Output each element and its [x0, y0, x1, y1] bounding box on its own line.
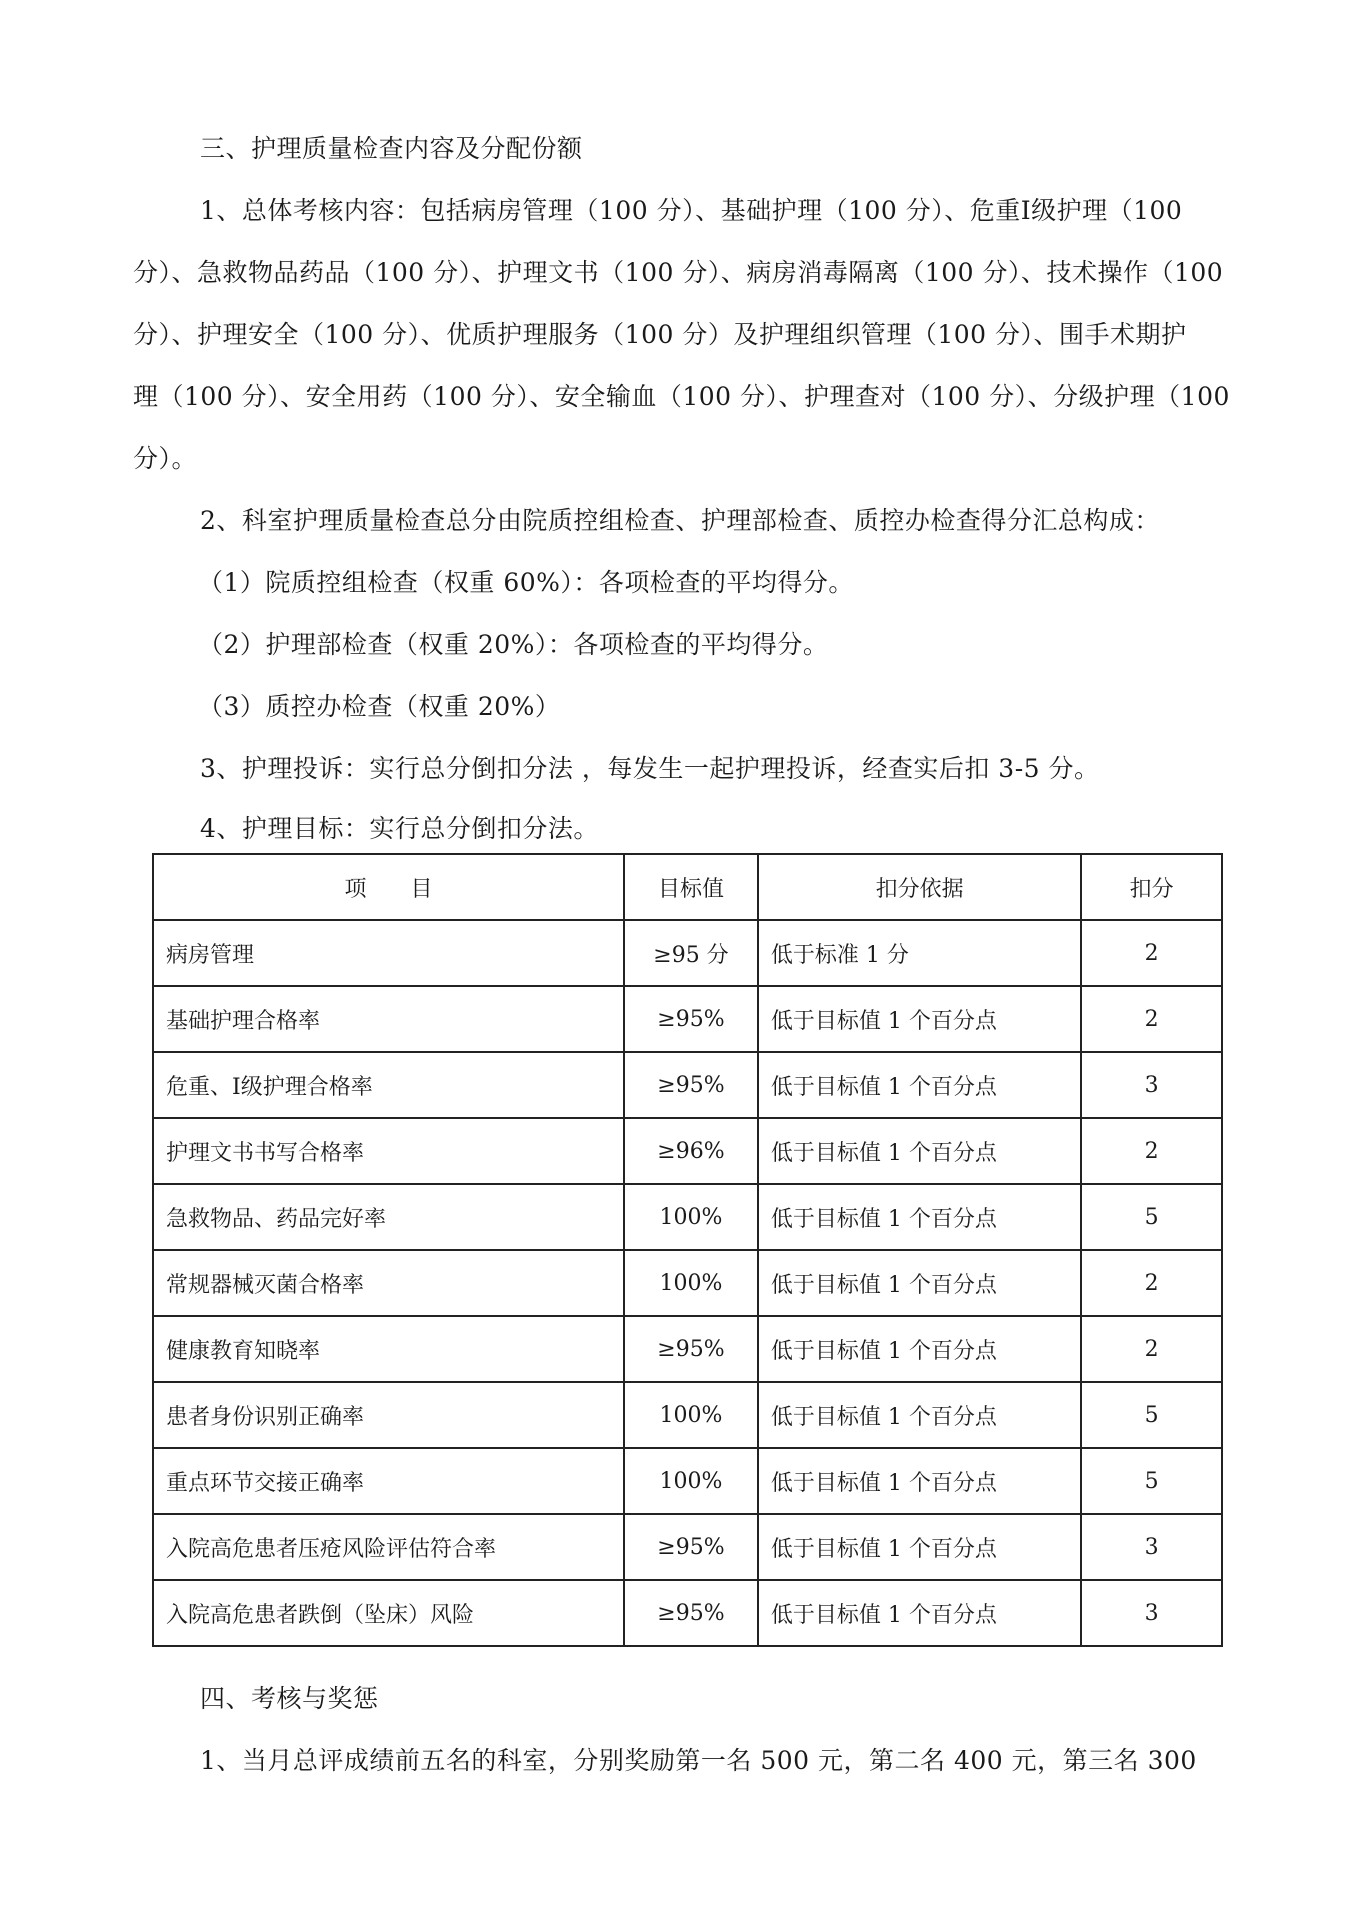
section4-heading: 四、考核与奖惩	[200, 1684, 379, 1713]
item3-text: 3、护理投诉：实行总分倒扣分法 ，每发生一起护理投诉，经查实后扣 3-5 分。	[200, 754, 1100, 783]
cell-deduction-basis: 低于目标值 1 个百分点	[758, 1316, 1081, 1382]
cell-deduction-basis: 低于目标值 1 个百分点	[758, 1580, 1081, 1646]
cell-deduction: 3	[1081, 1052, 1222, 1118]
cell-deduction-basis: 低于目标值 1 个百分点	[758, 1118, 1081, 1184]
cell-deduction: 2	[1081, 986, 1222, 1052]
item1-line-1: 1、总体考核内容：包括病房管理（100 分）、基础护理（100 分）、危重Ⅰ级护理（100	[200, 196, 1183, 225]
item2-sub-3: （3）质控办检查（权重 20%）	[198, 692, 561, 721]
cell-target-value: ≥95%	[624, 1316, 758, 1382]
cell-target-value: 100%	[624, 1250, 758, 1316]
table-header-row	[153, 854, 1222, 920]
cell-item: 急救物品、药品完好率	[153, 1184, 624, 1250]
cell-target-value: ≥95%	[624, 986, 758, 1052]
table-row	[153, 986, 1222, 1052]
cell-deduction-basis: 低于标准 1 分	[758, 920, 1081, 986]
table-row	[153, 920, 1222, 986]
cell-target-value: ≥96%	[624, 1118, 758, 1184]
cell-target-value: ≥95%	[624, 1580, 758, 1646]
table-row	[153, 1250, 1222, 1316]
item2-sub-1: （1）院质控组检查（权重 60%）：各项检查的平均得分。	[198, 568, 854, 597]
header-target-value: 目标值	[624, 854, 758, 920]
header-deduction-basis: 扣分依据	[758, 854, 1081, 920]
item1-line-2: 分）、急救物品药品（100 分）、护理文书（100 分）、病房消毒隔离（100 分）、技术操作（100	[133, 258, 1224, 287]
cell-item: 基础护理合格率	[153, 986, 624, 1052]
section3-heading: 三、护理质量检查内容及分配份额	[200, 134, 583, 163]
table-row	[153, 1382, 1222, 1448]
cell-deduction: 3	[1081, 1580, 1222, 1646]
cell-deduction: 5	[1081, 1184, 1222, 1250]
table-row	[153, 1316, 1222, 1382]
cell-deduction-basis: 低于目标值 1 个百分点	[758, 986, 1081, 1052]
cell-deduction-basis: 低于目标值 1 个百分点	[758, 1448, 1081, 1514]
cell-target-value: ≥95%	[624, 1052, 758, 1118]
item2-text: 2、科室护理质量检查总分由院质控组检查、护理部检查、质控办检查得分汇总构成：	[200, 506, 1160, 535]
cell-target-value: 100%	[624, 1184, 758, 1250]
section4-item1: 1、当月总评成绩前五名的科室，分别奖励第一名 500 元，第二名 400 元，第三名 300	[200, 1746, 1197, 1775]
cell-deduction: 2	[1081, 920, 1222, 986]
cell-item: 健康教育知晓率	[153, 1316, 624, 1382]
table-row	[153, 1052, 1222, 1118]
cell-target-value: ≥95%	[624, 1514, 758, 1580]
cell-target-value: 100%	[624, 1382, 758, 1448]
item1-line-5: 分）。	[133, 444, 198, 473]
cell-item: 危重、Ⅰ级护理合格率	[153, 1052, 624, 1118]
cell-deduction-basis: 低于目标值 1 个百分点	[758, 1052, 1081, 1118]
cell-item: 患者身份识别正确率	[153, 1382, 624, 1448]
table-row	[153, 1184, 1222, 1250]
cell-deduction: 5	[1081, 1382, 1222, 1448]
header-deduction: 扣分	[1081, 854, 1222, 920]
cell-deduction-basis: 低于目标值 1 个百分点	[758, 1184, 1081, 1250]
item2-sub-2: （2）护理部检查（权重 20%）：各项检查的平均得分。	[198, 630, 829, 659]
cell-item: 入院高危患者跌倒（坠床）风险	[153, 1580, 624, 1646]
cell-deduction-basis: 低于目标值 1 个百分点	[758, 1250, 1081, 1316]
cell-target-value: 100%	[624, 1448, 758, 1514]
cell-item: 常规器械灭菌合格率	[153, 1250, 624, 1316]
cell-deduction: 3	[1081, 1514, 1222, 1580]
table-row	[153, 1580, 1222, 1646]
cell-deduction: 2	[1081, 1250, 1222, 1316]
cell-deduction: 2	[1081, 1316, 1222, 1382]
table-row	[153, 1448, 1222, 1514]
header-item: 项 目	[153, 854, 624, 920]
cell-item: 入院高危患者压疮风险评估符合率	[153, 1514, 624, 1580]
item1-line-4: 理（100 分）、安全用药（100 分）、安全输血（100 分）、护理查对（100 分）、分级护理（100	[133, 382, 1230, 411]
nursing-targets-table	[152, 853, 1223, 1647]
cell-item: 护理文书书写合格率	[153, 1118, 624, 1184]
cell-target-value: ≥95 分	[624, 920, 758, 986]
table-row	[153, 1118, 1222, 1184]
cell-deduction: 2	[1081, 1118, 1222, 1184]
cell-deduction-basis: 低于目标值 1 个百分点	[758, 1382, 1081, 1448]
item4-text: 4、护理目标：实行总分倒扣分法。	[200, 814, 599, 843]
cell-item: 病房管理	[153, 920, 624, 986]
item1-line-3: 分）、护理安全（100 分）、优质护理服务（100 分）及护理组织管理（100 分）、围手术期护	[133, 320, 1187, 349]
cell-deduction: 5	[1081, 1448, 1222, 1514]
cell-deduction-basis: 低于目标值 1 个百分点	[758, 1514, 1081, 1580]
cell-item: 重点环节交接正确率	[153, 1448, 624, 1514]
table-row	[153, 1514, 1222, 1580]
